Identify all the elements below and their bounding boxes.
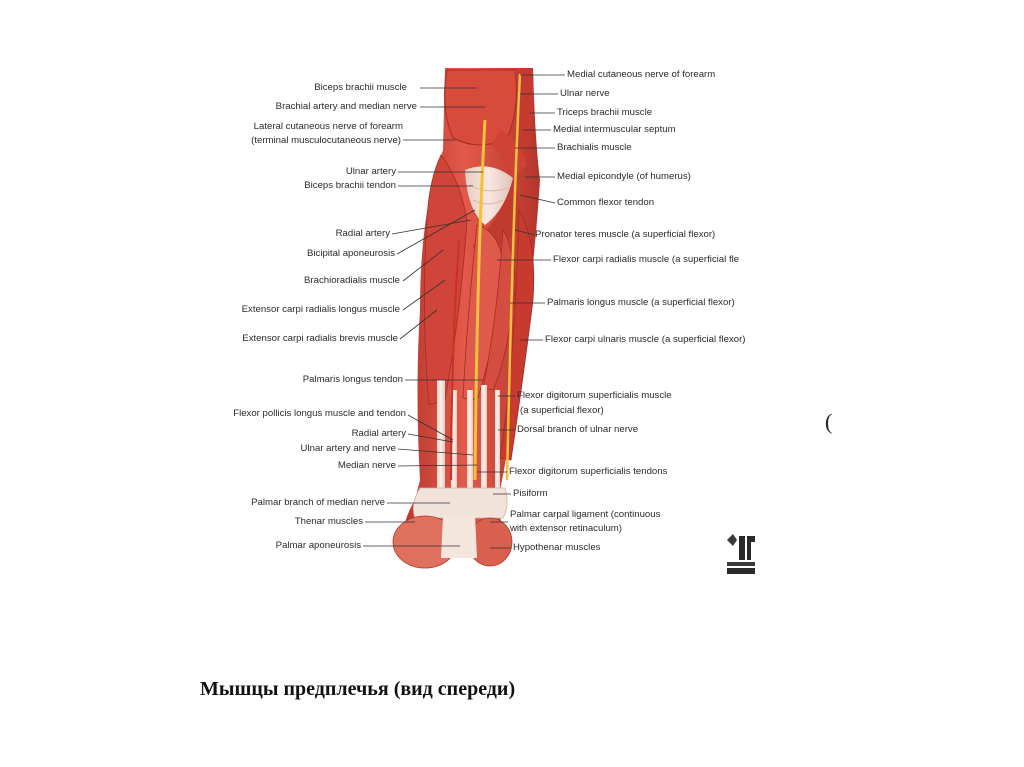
- label-palmaris-longus-muscle: Palmaris longus muscle (a superficial flexor): [547, 297, 735, 308]
- label-triceps-brachii-muscle: Triceps brachii muscle: [557, 107, 653, 118]
- label-ecrb-muscle: Extensor carpi radialis brevis muscle: [242, 333, 398, 344]
- label-extensor-retinaculum: with extensor retinaculum): [510, 523, 622, 534]
- slide-caption: Мышцы предплечья (вид спереди): [200, 678, 516, 700]
- label-ulnar-artery-nerve: Ulnar artery and nerve: [300, 443, 396, 454]
- label-biceps-brachii-muscle: Biceps brachii muscle: [314, 82, 407, 93]
- label-ecrl-muscle: Extensor carpi radialis longus muscle: [241, 304, 400, 315]
- label-palmar-branch-median: Palmar branch of median nerve: [251, 497, 385, 508]
- label-pisiform: Pisiform: [513, 488, 548, 499]
- label-lateral-cutaneous-nerve: Lateral cutaneous nerve of forearm: [253, 121, 403, 132]
- label-palmar-aponeurosis: Palmar aponeurosis: [275, 540, 361, 551]
- label-dorsal-branch-ulnar: Dorsal branch of ulnar nerve: [517, 424, 639, 435]
- label-biceps-brachii-tendon: Biceps brachii tendon: [304, 180, 396, 191]
- label-fds-tendons: Flexor digitorum superficialis tendons: [509, 466, 668, 477]
- label-flexor-carpi-ulnaris: Flexor carpi ulnaris muscle (a superficial flexor): [545, 334, 746, 345]
- label-median-nerve: Median nerve: [337, 460, 396, 471]
- netter-logo-icon: [723, 530, 759, 576]
- label-palmar-carpal-ligament: Palmar carpal ligament (continuous: [510, 509, 661, 520]
- label-bicipital-aponeurosis: Bicipital aponeurosis: [307, 248, 395, 259]
- label-ulnar-nerve: Ulnar nerve: [560, 88, 610, 99]
- label-medial-intermuscular-septum: Medial intermuscular septum: [553, 124, 676, 135]
- stray-parenthesis: (: [825, 409, 833, 434]
- palmar-aponeurosis-shape: [441, 515, 477, 558]
- label-brachial-artery-median-nerve: Brachial artery and median nerve: [275, 101, 417, 112]
- label-fds-muscle: Flexor digitorum superficialis muscle: [517, 390, 672, 401]
- label-hypothenar-muscles: Hypothenar muscles: [513, 542, 601, 553]
- label-thenar-muscles: Thenar muscles: [294, 516, 363, 527]
- label-palmaris-longus-tendon: Palmaris longus tendon: [302, 374, 403, 385]
- label-ulnar-artery: Ulnar artery: [345, 166, 396, 177]
- label-brachialis-muscle: Brachialis muscle: [557, 142, 632, 153]
- label-terminal-musculocutaneous: (terminal musculocutaneous nerve): [251, 135, 401, 146]
- label-flexor-pollicis-longus: Flexor pollicis longus muscle and tendon: [233, 408, 406, 419]
- label-medial-epicondyle: Medial epicondyle (of humerus): [557, 171, 691, 182]
- forearm-anatomy-figure: [215, 60, 760, 580]
- label-common-flexor-tendon: Common flexor tendon: [557, 197, 655, 208]
- label-medial-cutaneous-nerve: Medial cutaneous nerve of forearm: [567, 69, 716, 80]
- label-fds-superficial: (a superficial flexor): [520, 405, 604, 416]
- label-brachioradialis-muscle: Brachioradialis muscle: [304, 275, 400, 286]
- label-radial-artery: Radial artery: [335, 228, 390, 239]
- label-radial-artery-2: Radial artery: [351, 428, 406, 439]
- label-flexor-carpi-radialis: Flexor carpi radialis muscle (a superficial fle: [553, 254, 740, 265]
- label-pronator-teres: Pronator teres muscle (a superficial flexor): [535, 229, 716, 240]
